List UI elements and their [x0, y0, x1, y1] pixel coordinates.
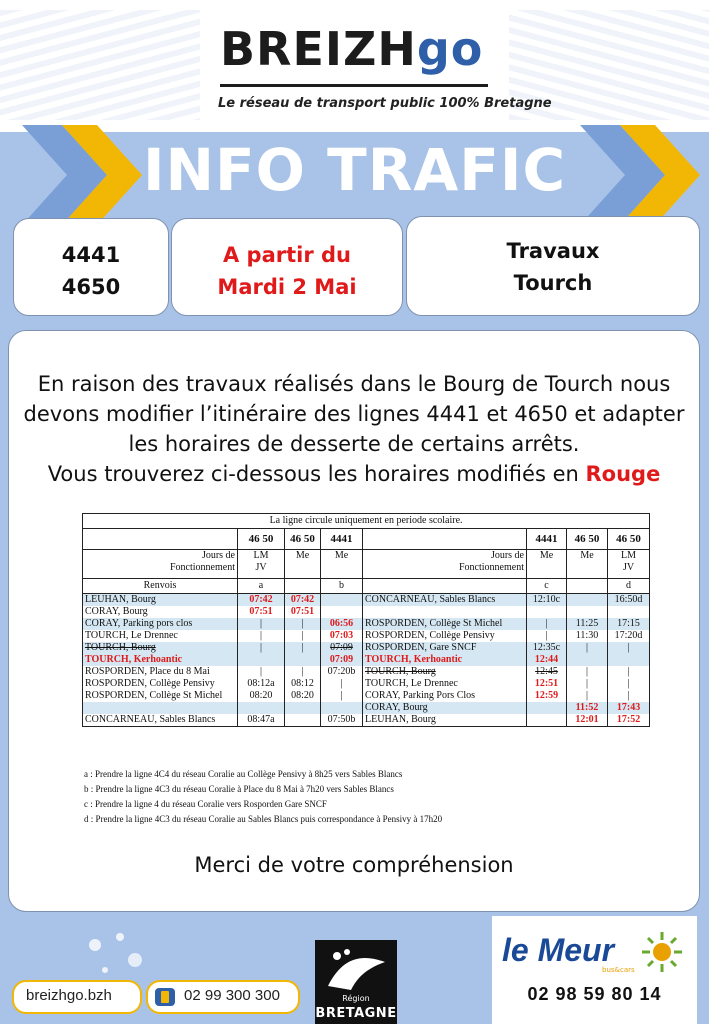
table-cell [285, 714, 321, 727]
table-row [83, 618, 650, 630]
footnote-b: b : Prendre la ligne 4C3 du réseau Coralie à Place du 8 Mai à 7h20 vers Sables Blancs [84, 784, 394, 794]
logo-go-text: go [416, 22, 484, 76]
table-cell [527, 606, 567, 618]
jours-cell: Me [567, 550, 608, 579]
jours-cell: Me [527, 550, 567, 579]
table-cell: TOURCH, Le Drennec [83, 630, 238, 642]
table-cell: 07:50b [321, 714, 363, 727]
table-cell: | [285, 618, 321, 630]
region-bretagne-logo [315, 940, 397, 1024]
website-link[interactable] [12, 980, 142, 1014]
website-text: breizhgo.bzh [26, 987, 112, 1004]
table-cell: CORAY, Bourg [83, 606, 238, 618]
table-cell: 08:47a [238, 714, 285, 727]
table-cell [285, 702, 321, 714]
phone-icon [154, 987, 176, 1007]
date-box [171, 218, 403, 316]
table-cell: | [527, 618, 567, 630]
intro-line-4 [9, 459, 699, 489]
table-cell [238, 654, 285, 666]
table-row [83, 666, 650, 678]
rouge-word: Rouge [585, 462, 661, 486]
renvois-label: Renvois [83, 579, 238, 594]
schedule-body [83, 594, 650, 727]
table-cell: 12:10c [527, 594, 567, 607]
table-cell: LEUHAN, Bourg [363, 714, 527, 727]
footnote-d: d : Prendre la ligne 4C3 du réseau Coralie au Sables Blancs puis correspondance à Pensivy à 17h20 [84, 814, 443, 824]
footnotes [84, 767, 442, 827]
table-cell: | [238, 630, 285, 642]
schedule-table [82, 513, 650, 727]
table-cell: 12:59 [527, 690, 567, 702]
table-row [83, 714, 650, 727]
table-cell: 07:09 [321, 654, 363, 666]
table-cell: 11:52 [567, 702, 608, 714]
table-cell: 08:20 [238, 690, 285, 702]
jours-cell: Me [321, 550, 363, 579]
table-row [83, 678, 650, 690]
table-cell: TOURCH, Le Drennec [363, 678, 527, 690]
table-cell: CORAY, Parking pors clos [83, 618, 238, 630]
jours-cell: LM JV [608, 550, 650, 579]
table-cell [83, 702, 238, 714]
table-cell [321, 702, 363, 714]
subject-box [406, 216, 700, 316]
table-cell: | [567, 690, 608, 702]
table-cell [608, 606, 650, 618]
table-cell: LEUHAN, Bourg [83, 594, 238, 607]
table-cell: 07:09 [321, 642, 363, 654]
table-cell [83, 529, 238, 550]
table-cell: TOURCH, Bourg [363, 666, 527, 678]
table-row [83, 630, 650, 642]
intro-line-2: devons modifier l’itinéraire des lignes 4441 et 4650 et adapter [23, 402, 685, 426]
table-cell: | [608, 690, 650, 702]
table-cell: | [285, 642, 321, 654]
table-cell: ROSPORDEN, Gare SNCF [363, 642, 527, 654]
lines-box [13, 218, 169, 316]
table-cell [567, 594, 608, 607]
table-cell [238, 702, 285, 714]
line-number-1: 4441 [61, 243, 121, 267]
table-caption: La ligne circule uniquement en periode scolaire. [83, 514, 650, 529]
table-cell: CORAY, Parking Pors Clos [363, 690, 527, 702]
table-cell: ROSPORDEN, Collège St Michel [83, 690, 238, 702]
subject-line-2: Tourch [513, 271, 593, 295]
table-cell: TOURCH, Bourg [83, 642, 238, 654]
table-cell: | [527, 630, 567, 642]
table-cell: 06:56 [321, 618, 363, 630]
table-cell: 11:30 [567, 630, 608, 642]
table-cell: 12:01 [567, 714, 608, 727]
line-header: 4441 [527, 529, 567, 550]
table-cell: | [238, 618, 285, 630]
table-cell [285, 654, 321, 666]
table-cell: TOURCH, Kerhoantic [363, 654, 527, 666]
table-cell: | [608, 678, 650, 690]
jours-label: Jours de Fonctionnement [363, 550, 527, 579]
table-cell: CORAY, Bourg [363, 702, 527, 714]
table-cell [321, 594, 363, 607]
table-cell: ROSPORDEN, Collège Pensivy [83, 678, 238, 690]
table-cell: | [567, 666, 608, 678]
le-meur-logo [492, 916, 697, 1024]
table-cell [567, 606, 608, 618]
renvois-cell: a [238, 579, 285, 594]
table-cell: 07:03 [321, 630, 363, 642]
region-big-text: BRETAGNE [315, 1006, 397, 1021]
table-cell: 12:45 [527, 666, 567, 678]
line-header: 46 50 [567, 529, 608, 550]
table-row [83, 690, 650, 702]
table-cell [363, 606, 527, 618]
le-meur-name: le Meur [502, 932, 615, 968]
table-cell [363, 579, 527, 594]
table-cell: | [238, 642, 285, 654]
table-row [83, 594, 650, 607]
table-cell: 12:35c [527, 642, 567, 654]
table-cell: | [321, 678, 363, 690]
line-header: 46 50 [238, 529, 285, 550]
table-cell: ROSPORDEN, Collège St Michel [363, 618, 527, 630]
decor-flowers-icon [75, 925, 165, 985]
table-cell: 16:50d [608, 594, 650, 607]
intro-line-1: En raison des travaux réalisés dans le Bourg de Tourch nous [37, 372, 671, 396]
table-row [83, 654, 650, 666]
date-line-1: A partir du [222, 243, 351, 267]
table-cell: | [608, 642, 650, 654]
table-cell: | [285, 630, 321, 642]
table-cell [608, 654, 650, 666]
intro-text [9, 369, 699, 489]
logo-underline [220, 84, 488, 87]
line-header: 4441 [321, 529, 363, 550]
renvois-cell: d [608, 579, 650, 594]
renvois-cell [567, 579, 608, 594]
le-meur-sub: bus&cars [602, 966, 635, 974]
logo-main-text: BREIZH [220, 22, 417, 76]
intro-line-4-text: Vous trouverez ci-dessous les horaires modifiés en [47, 462, 586, 486]
table-cell [567, 654, 608, 666]
table-cell: | [238, 666, 285, 678]
jours-cell: LM JV [238, 550, 285, 579]
page-title: INFO TRAFIC [142, 136, 567, 204]
table-cell: 07:51 [238, 606, 285, 618]
table-cell [321, 606, 363, 618]
line-header: 46 50 [285, 529, 321, 550]
table-cell: | [567, 642, 608, 654]
table-cell: 07:42 [285, 594, 321, 607]
table-cell [363, 529, 527, 550]
intro-line-3: les horaires de desserte de certains arrêts. [128, 432, 580, 456]
table-cell: 17:20d [608, 630, 650, 642]
renvois-cell [285, 579, 321, 594]
table-cell: 07:42 [238, 594, 285, 607]
table-cell [527, 714, 567, 727]
table-cell: 12:51 [527, 678, 567, 690]
table-cell: 11:25 [567, 618, 608, 630]
table-cell: 17:52 [608, 714, 650, 727]
table-cell: | [567, 678, 608, 690]
table-cell: 17:15 [608, 618, 650, 630]
phone-link[interactable] [146, 980, 300, 1014]
table-cell: | [321, 690, 363, 702]
footnote-a: a : Prendre la ligne 4C4 du réseau Coralie au Collège Pensivy à 8h25 vers Sables Blancs [84, 769, 403, 779]
table-row [83, 606, 650, 618]
table-cell: CONCARNEAU, Sables Blancs [83, 714, 238, 727]
table-row [83, 702, 650, 714]
table-cell: 07:51 [285, 606, 321, 618]
table-cell: | [608, 666, 650, 678]
thanks-text: Merci de votre compréhension [194, 853, 514, 877]
table-cell: | [285, 666, 321, 678]
le-meur-phone: 02 98 59 80 14 [527, 984, 662, 1004]
jours-label: Jours de Fonctionnement [83, 550, 238, 579]
decor-stripes-left [0, 10, 200, 120]
sun-icon [640, 930, 684, 974]
region-small-text: Région [342, 994, 370, 1003]
renvois-cell: b [321, 579, 363, 594]
table-cell: 08:12 [285, 678, 321, 690]
table-cell: 07:20b [321, 666, 363, 678]
table-cell: ROSPORDEN, Collège Pensivy [363, 630, 527, 642]
jours-cell: Me [285, 550, 321, 579]
table-cell: 17:43 [608, 702, 650, 714]
date-line-2: Mardi 2 Mai [217, 275, 357, 299]
tagline: Le réseau de transport public 100% Bretagne [218, 96, 552, 111]
table-cell: 08:20 [285, 690, 321, 702]
line-header: 46 50 [608, 529, 650, 550]
line-number-2: 4650 [61, 275, 121, 299]
table-cell: 12:44 [527, 654, 567, 666]
footnote-c: c : Prendre la ligne 4 du réseau Coralie vers Rosporden Gare SNCF [84, 799, 327, 809]
table-cell: TOURCH, Kerhoantic [83, 654, 238, 666]
region-bird-icon [323, 946, 389, 992]
subject-line-1: Travaux [506, 239, 600, 263]
table-row [83, 642, 650, 654]
renvois-cell: c [527, 579, 567, 594]
table-cell [527, 702, 567, 714]
table-cell: CONCARNEAU, Sables Blancs [363, 594, 527, 607]
table-cell: 08:12a [238, 678, 285, 690]
table-cell: ROSPORDEN, Place du 8 Mai [83, 666, 238, 678]
phone-text: 02 99 300 300 [184, 987, 280, 1004]
breizhgo-logo [220, 22, 490, 82]
